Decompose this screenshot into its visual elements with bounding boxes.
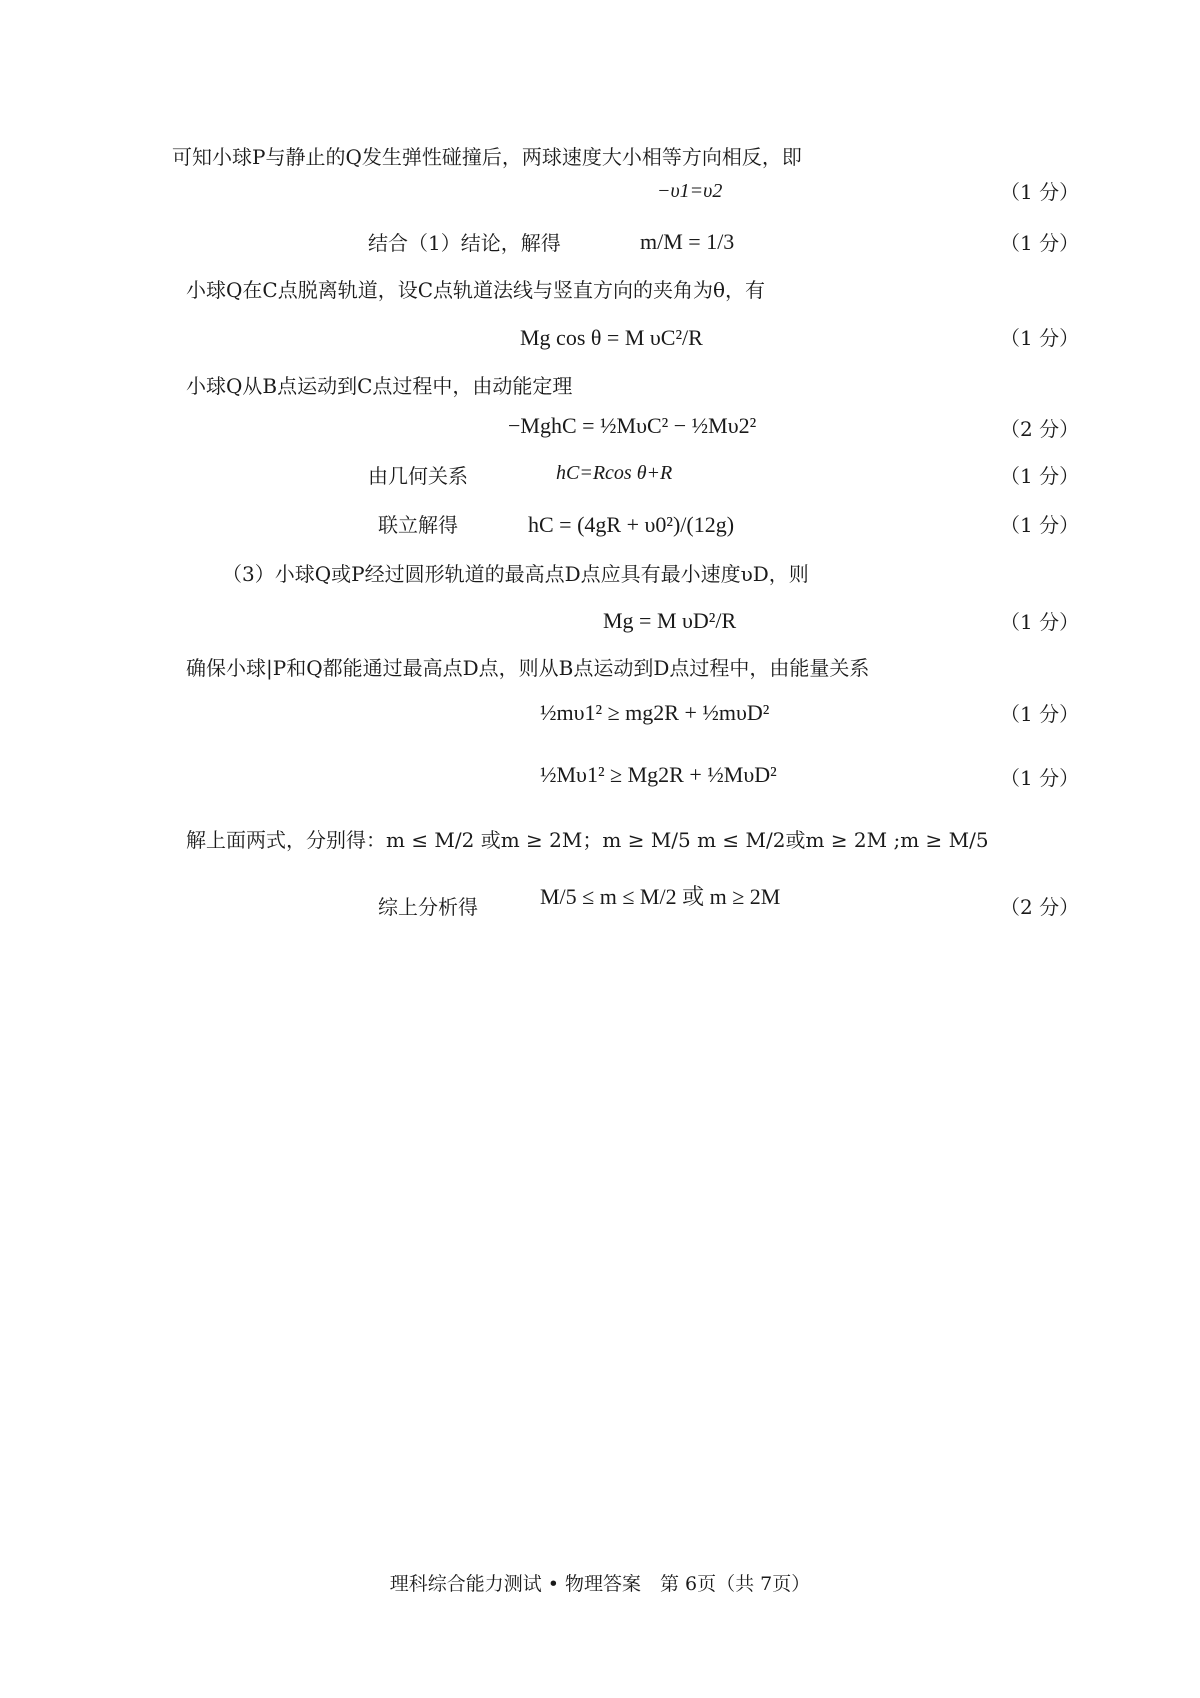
text-line-3: 结合（1）结论，解得 [368,231,561,255]
text-line-8: 由几何关系 [368,464,468,488]
score-8: （1 分） [1000,702,1080,726]
equation-5: hC=Rcos θ+R [556,462,673,484]
score-7: （1 分） [1000,610,1080,634]
equation-6: hC = (4gR + υ0²)/(12g) [528,512,735,537]
equation-7: Mg = M υD²/R [603,608,737,633]
equation-3: Mg cos θ = M υC²/R [520,325,703,350]
equation-9: ½Mυ1² ≥ Mg2R + ½MυD² [540,762,777,787]
score-1: （1 分） [1000,180,1080,204]
page-footer: 理科综合能力测试 • 物理答案 第 6页（共 7页） [389,1573,811,1595]
score-2: （1 分） [1000,231,1080,255]
text-line-6: 小球Q从B点运动到C点过程中，由动能定理 [186,374,573,398]
text-line-1: 可知小球P与静止的Q发生弹性碰撞后，两球速度大小相等方向相反，即 [172,145,802,169]
text-line-9: 联立解得 [378,513,458,537]
score-10: （2 分） [1000,895,1080,919]
equation-4: −MghC = ½MυC² − ½Mυ2² [508,413,757,438]
text-line-10: （3）小球Q或P经过圆形轨道的最高点D点应具有最小速度υD，则 [222,562,809,586]
text-line-12: 确保小球|P和Q都能通过最高点D点，则从B点运动到D点过程中，由能量关系 [186,656,870,680]
score-6: （1 分） [1000,513,1080,537]
equation-2: m/M = 1/3 [640,229,735,254]
score-4: （2 分） [1000,417,1080,441]
text-line-15: 解上面两式，分别得：m ≤ M/2 或m ≥ 2M；m ≥ M/5 m ≤ M/2或m ≥ 2M ;m ≥ M/5 [186,828,989,852]
equation-10: M/5 ≤ m ≤ M/2 或 m ≥ 2M [540,884,781,909]
text-line-16: 综上分析得 [378,895,478,919]
score-3: （1 分） [1000,326,1080,350]
equation-8: ½mυ1² ≥ mg2R + ½mυD² [540,700,770,725]
score-5: （1 分） [1000,464,1080,488]
equation-1: −υ1=υ2 [657,180,723,202]
score-9: （1 分） [1000,766,1080,790]
text-line-4: 小球Q在C点脱离轨道，设C点轨道法线与竖直方向的夹角为θ，有 [186,278,766,302]
